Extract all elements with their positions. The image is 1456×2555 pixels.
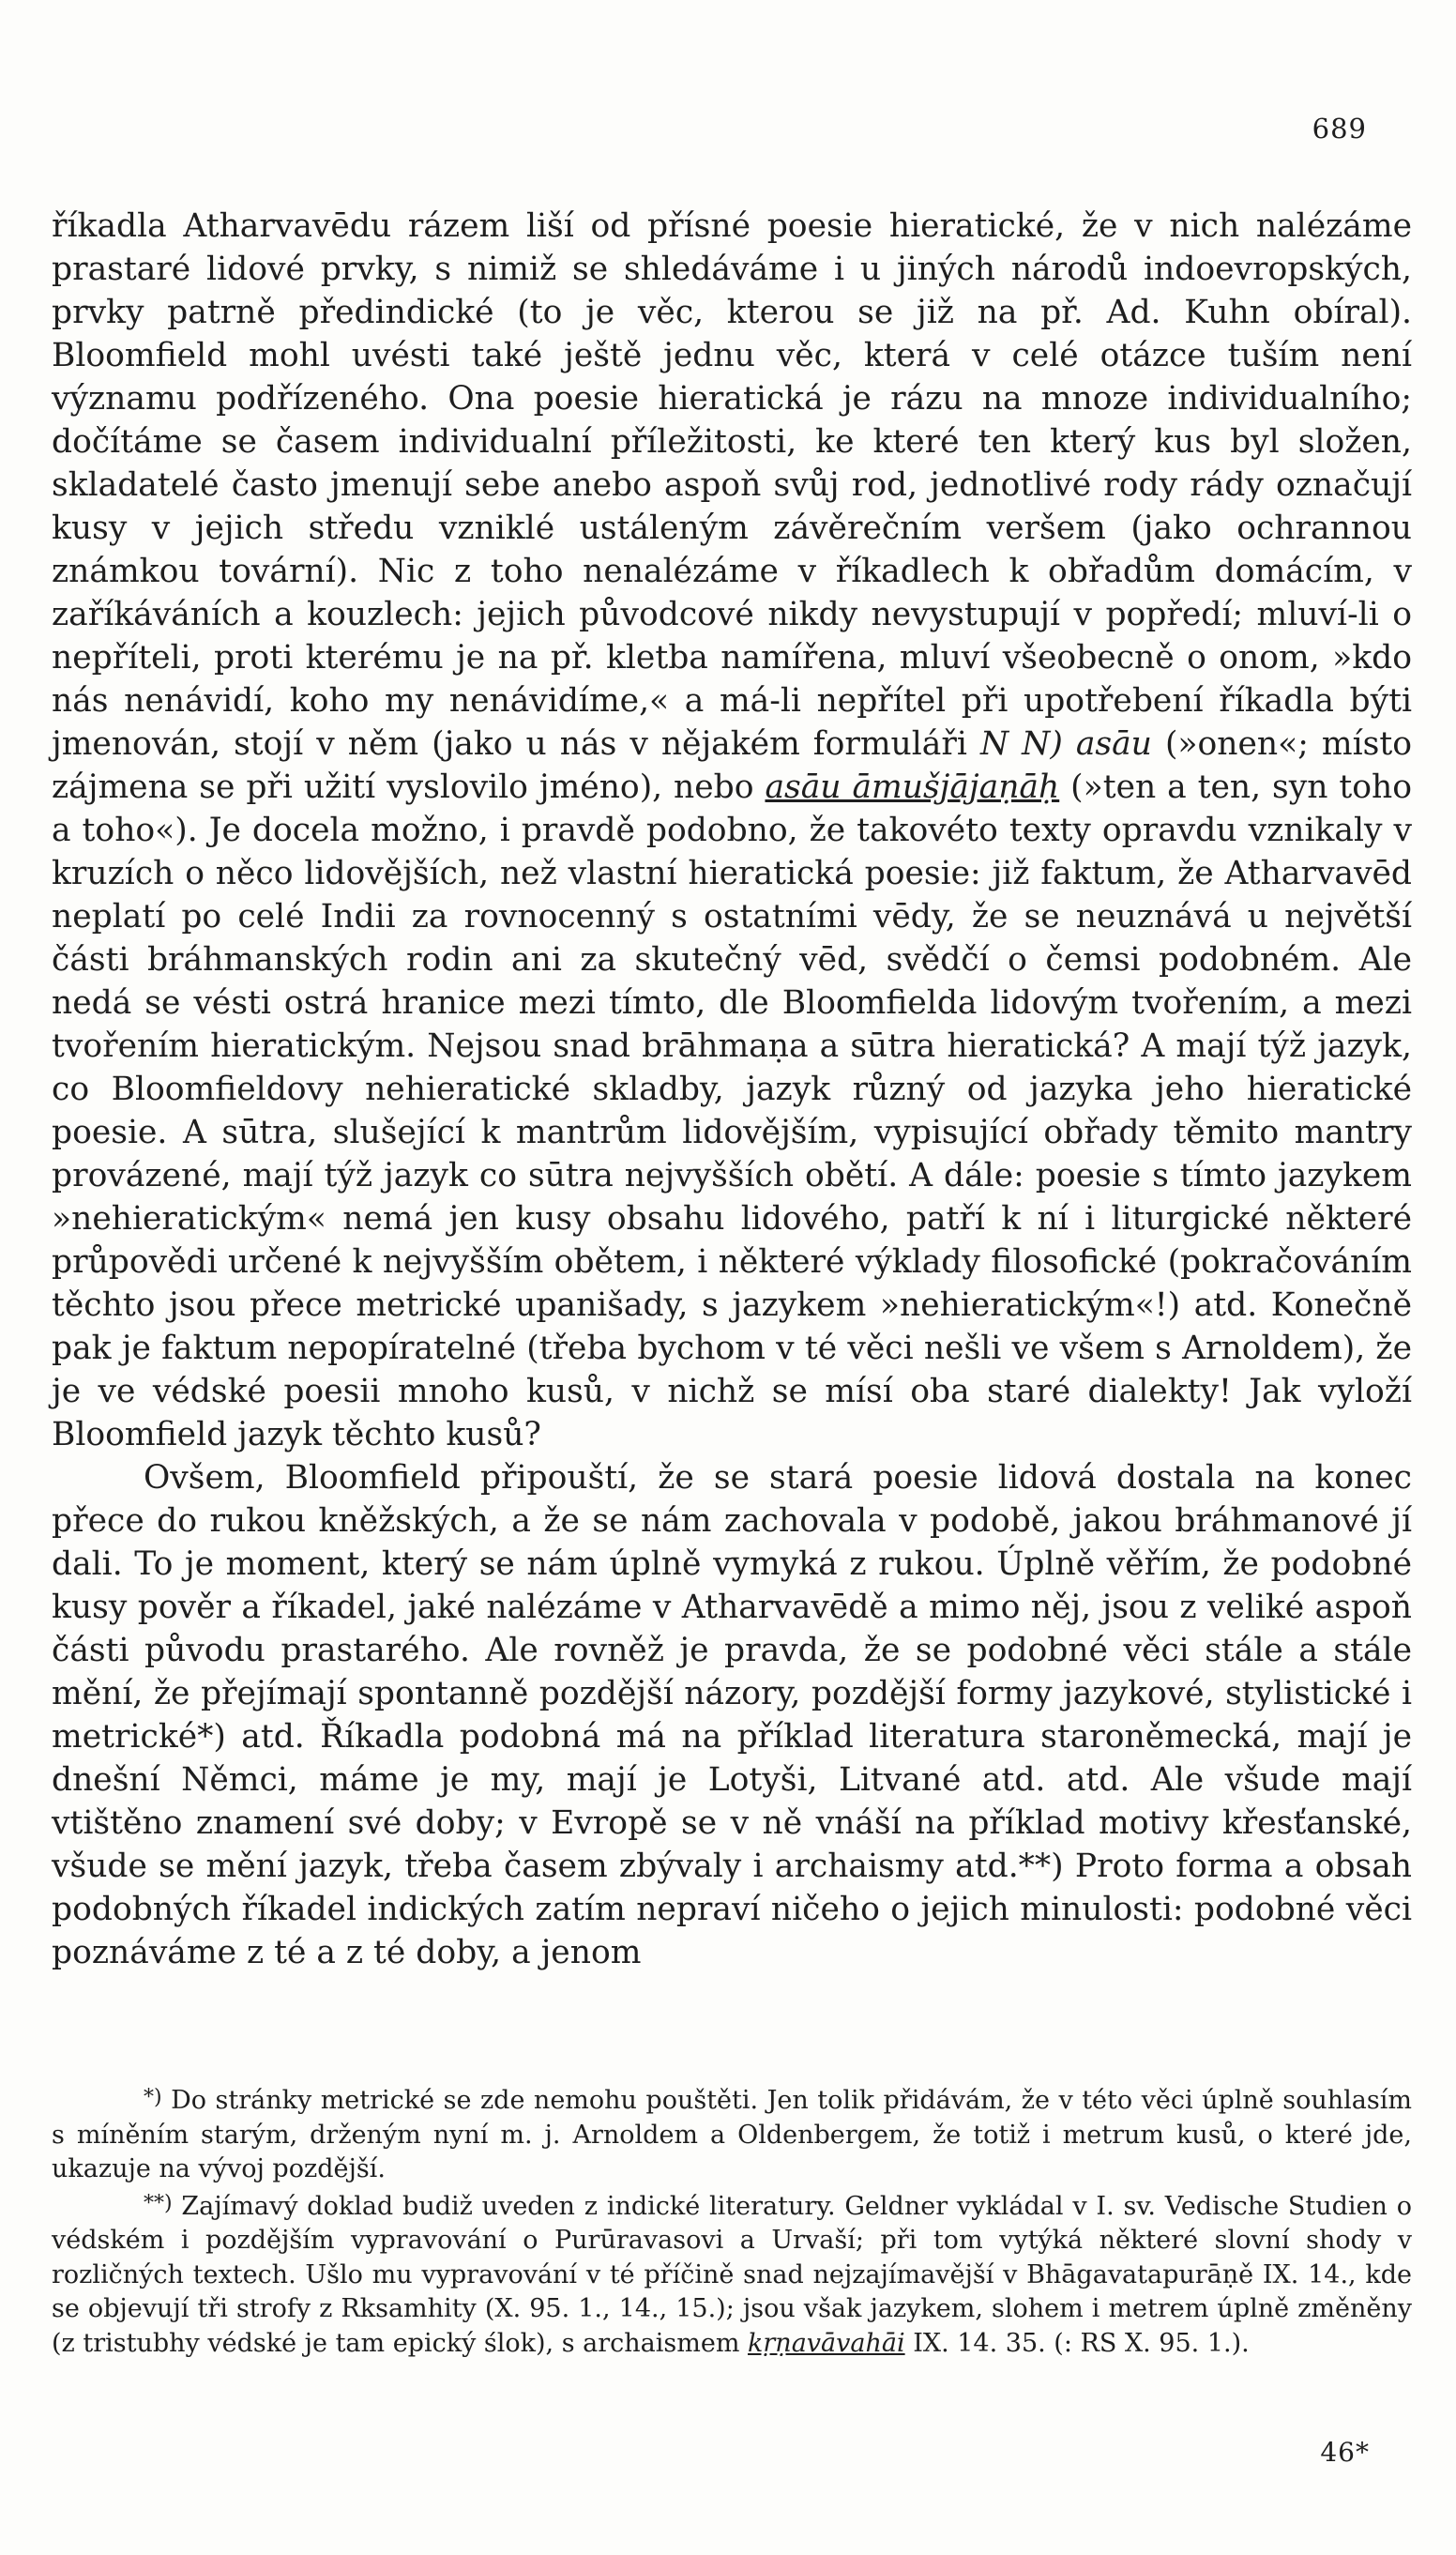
paragraph-1	[52, 205, 1412, 1456]
footnotes	[52, 2081, 1412, 2361]
footnote-2	[52, 2187, 1412, 2362]
footnote-1-mark: *)	[144, 2086, 162, 2109]
footnote-2-mark: **)	[144, 2191, 173, 2215]
main-text	[52, 205, 1412, 1974]
footnote-2-text-b: IX. 14. 35. (: RS X. 95. 1.).	[904, 2328, 1250, 2358]
formula-amusjajanah: asāu āmušjājaṇāḥ	[765, 768, 1060, 806]
printer-signature: 46*	[1320, 2437, 1370, 2468]
paragraph-1-text-b: (»onen«; místo zájmena se při užití vyslovilo jméno), nebo	[52, 725, 1412, 806]
paragraph-2: Ovšem, Bloomfield připouští, že se stará poesie lidová dostala na konec přece do rukou kněžských, a že se nám zachovala v podobě, jakou bráhmanové jí dali. To je moment, který se nám úplně vymyká z rukou. Úplně věřím, že podobné kusy pověr a říkadel, jaké nalézáme v Atharvavēdě a mimo něj, jsou z veliké aspoň části původu prastarého. Ale rovněž je pravda, že se podobné věci stále a stále mění, že přejímají spontanně pozdější názory, pozdější formy jazykové, stylistické i metrické*) atd. Říkadla podobná má na příklad literatura staroněmecká, mají je dnešní Němci, máme je my, mají je Lotyši, Litvané atd. atd. Ale všude mají vtištěno znamení své doby; v Evropě se v ně vnáší na příklad motivy křesťanské, všude se mění jazyk, třeba časem zbývaly i archaismy atd.**) Proto forma a obsah podobných říkadel indických zatím nepraví ničeho o jejich minulosti: podobné věci poznáváme z té a z té doby, a jenom	[52, 1459, 1412, 1971]
footnote-2-text-a: Zajímavý doklad budiž uveden z indické literatury. Geldner vykládal v I. sv. Vedische Studien o védském i pozdějším vypravování o Purūravasovi a Urvaší; při tom vytýká některé slovní shody v rozličných textech. Ušlo mu vypravování v té příčině snad nejzajímavější v Bhāgavatapurāṇě IX. 14., kde se objevují tři strofy z Rksamhity (X. 95. 1., 14., 15.); jsou však jazykem, slohem i metrem úplně změněny (z tristubhy védské je tam epický ślok), s archaismem	[52, 2191, 1412, 2358]
formula-asau: N N) asāu	[979, 725, 1152, 763]
page-number: 689	[1312, 113, 1367, 144]
paragraph-1-text-a: říkadla Atharvavēdu rázem liší od přísné poesie hieratické, že v nich nalézáme prastaré lidové prvky, s nimiž se shledáváme i u jiných národů indoevropských, prvky patrně předindické (to je věc, kterou se již na př. Ad. Kuhn obíral). Bloomfield mohl uvésti také ještě jednu věc, která v celé otázce tuším není významu podřízeného. Ona poesie hieratická je rázu na mnoze individualního; dočítáme se časem individualní příležitosti, ke které ten který kus byl složen, skladatelé často jmenují sebe anebo aspoň svůj rod, jednotlivé rody rády označují kusy v jejich středu vzniklé ustáleným závěrečním veršem (jako ochrannou známkou tovární). Nic z toho nenalézáme v říkadlech k obřadům domácím, v zaříkáváních a kouzlech: jejich původcové nikdy nevystupují v popředí; mluví-li o nepříteli, proti kterému je na př. kletba namířena, mluví všeobecně o onom, »kdo nás nenávidí, koho my nenávidíme,« a má-li nepřítel při upotřebení říkadla býti jmenován, stojí v něm (jako u nás v nějakém formuláři	[52, 207, 1412, 763]
footnote-1	[52, 2081, 1412, 2187]
paragraph-1-text-c: (»ten a ten, syn toho a toho«). Je docela možno, i pravdě podobno, že takovéto texty opravdu vznikaly v kruzích o něco lidovějších, než vlastní hieratická poesie: již faktum, že Atharvavēd neplatí po celé Indii za rovnocenný s ostatními vēdy, že se neuznává u největší části bráhmanských rodin ani za skutečný vēd, svědčí o čemsi podobném. Ale nedá se vésti ostrá hranice mezi tímto, dle Bloomfielda lidovým tvořením, a mezi tvořením hieratickým. Nejsou snad brāhmaṇa a sūtra hieratická? A mají týž jazyk, co Bloomfieldovy nehieratické skladby, jazyk různý od jazyka jeho hieratické poesie. A sūtra, slušející k mantrům lidovějším, vypisující obřady těmito mantry provázené, mají týž jazyk co sūtra nejvyšších obětí. A dále: poesie s tímto jazykem »nehieratickým« nemá jen kusy obsahu lidového, patří k ní i liturgické některé průpovědi určené k nejvyšším obětem, i některé výklady filosofické (pokračováním těchto jsou přece metrické upanišady, s jazykem »nehieratickým«!) atd. Konečně pak je faktum nepopíratelné (třeba bychom v té věci nešli ve všem s Arnoldem), že je ve védské poesii mnoho kusů, v nichž se mísí oba staré dialekty! Jak vyloží Bloomfield jazyk těchto kusů?	[52, 768, 1412, 1453]
footnote-1-text: Do stránky metrické se zde nemohu pouštěti. Jen tolik přidávám, že v této věci úplně souhlasím s míněním starým, drženým nyní m. j. Arnoldem a Oldenbergem, že totiž i metrum kusů, o které jde, ukazuje na vývoj pozdější.	[52, 2086, 1412, 2183]
archaism-krnavavahai: kṛṇavāvahāi	[748, 2328, 905, 2358]
